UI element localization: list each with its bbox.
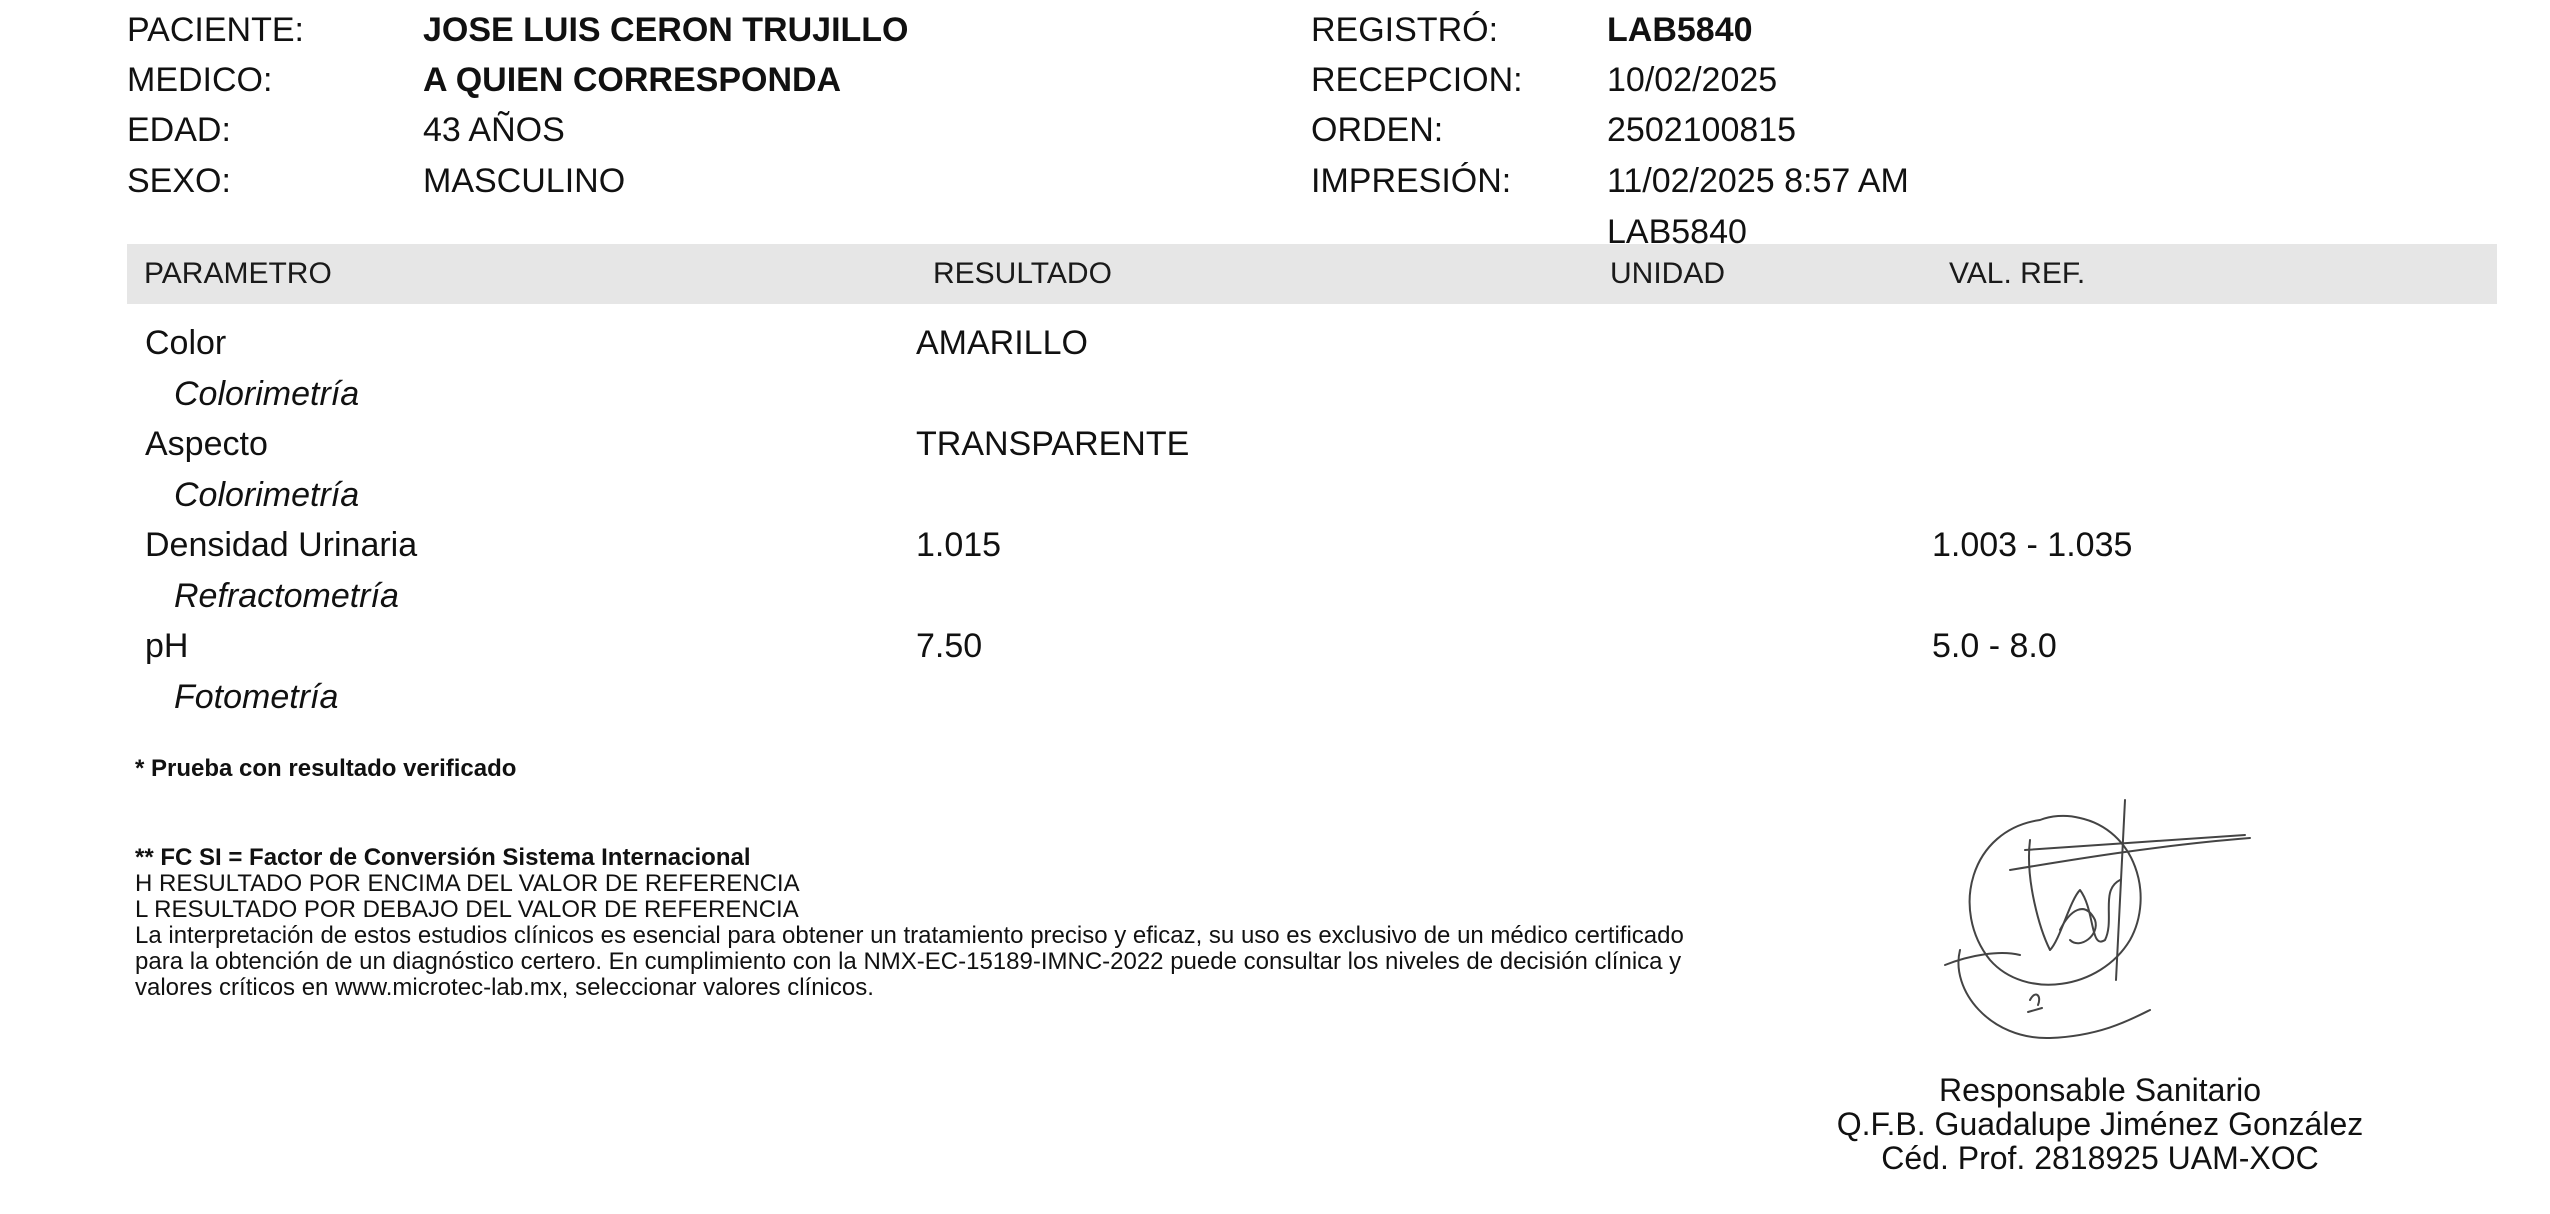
high-result-note: H RESULTADO POR ENCIMA DEL VALOR DE REFERENCIA bbox=[135, 870, 800, 897]
registered-value: LAB5840 bbox=[1607, 11, 1753, 49]
reference-value: 1.003 - 1.035 bbox=[1932, 526, 2133, 564]
age-value: 43 AÑOS bbox=[423, 111, 565, 149]
print-label: IMPRESIÓN: bbox=[1311, 162, 1512, 200]
registered-label: REGISTRÓ: bbox=[1311, 11, 1499, 49]
responsible-title: Responsable Sanitario bbox=[1939, 1072, 2261, 1108]
patient-name: JOSE LUIS CERON TRUJILLO bbox=[423, 11, 909, 49]
responsible-name: Q.F.B. Guadalupe Jiménez González bbox=[1836, 1106, 2364, 1142]
method-name: Colorimetría bbox=[174, 375, 360, 413]
result-value: TRANSPARENTE bbox=[916, 425, 1190, 463]
column-header-unit: UNIDAD bbox=[1610, 257, 1726, 290]
sex-value: MASCULINO bbox=[423, 162, 626, 200]
table-header bbox=[127, 244, 2497, 304]
legend-notes bbox=[135, 845, 1755, 1001]
method-name: Fotometría bbox=[174, 678, 339, 716]
method-name: Colorimetría bbox=[174, 476, 360, 514]
responsible-signature bbox=[1700, 1073, 2500, 1175]
sex-label: SEXO: bbox=[127, 162, 231, 200]
patient-label: PACIENTE: bbox=[127, 11, 304, 49]
order-label: ORDEN: bbox=[1311, 111, 1444, 149]
print-datetime: 11/02/2025 8:57 AM bbox=[1607, 162, 1909, 200]
parameter-name: pH bbox=[145, 627, 189, 665]
result-value: 1.015 bbox=[916, 526, 1002, 564]
parameter-name: Aspecto bbox=[145, 425, 268, 463]
verified-note: * Prueba con resultado verificado bbox=[135, 755, 517, 782]
disclaimer-text: La interpretación de estos estudios clínicos es esencial para obtener un tratamiento preciso y eficaz, su uso es exclusivo de un médico certificado para la obtención de un diagnóstico certero. En cumplimiento con la NMX-EC-15189-IMNC-2022 puede consultar los niveles de decisión clínica y valores críticos en www.microtec-lab.mx, seleccionar valores clínicos. bbox=[135, 922, 1684, 1001]
parameter-name: Color bbox=[145, 324, 227, 362]
column-header-reference: VAL. REF. bbox=[1949, 257, 2086, 290]
fc-si-note: ** FC SI = Factor de Conversión Sistema Internacional bbox=[135, 844, 751, 871]
method-name: Refractometría bbox=[174, 577, 399, 615]
doctor-label: MEDICO: bbox=[127, 61, 273, 99]
result-value: AMARILLO bbox=[916, 324, 1088, 362]
order-number: 2502100815 bbox=[1607, 111, 1797, 149]
reference-value: 5.0 - 8.0 bbox=[1932, 627, 2057, 665]
lab-code: LAB5840 bbox=[1607, 213, 1747, 251]
reception-date: 10/02/2025 bbox=[1607, 61, 1778, 99]
column-header-result: RESULTADO bbox=[933, 257, 1112, 290]
signature-image bbox=[1930, 790, 2270, 1050]
age-label: EDAD: bbox=[127, 111, 231, 149]
doctor-name: A QUIEN CORRESPONDA bbox=[423, 61, 842, 99]
column-header-parameter: PARAMETRO bbox=[144, 257, 332, 290]
parameter-name: Densidad Urinaria bbox=[145, 526, 418, 564]
reception-label: RECEPCION: bbox=[1311, 61, 1523, 99]
professional-license: Céd. Prof. 2818925 UAM-XOC bbox=[1881, 1140, 2319, 1176]
result-value: 7.50 bbox=[916, 627, 983, 665]
low-result-note: L RESULTADO POR DEBAJO DEL VALOR DE REFERENCIA bbox=[135, 896, 799, 923]
